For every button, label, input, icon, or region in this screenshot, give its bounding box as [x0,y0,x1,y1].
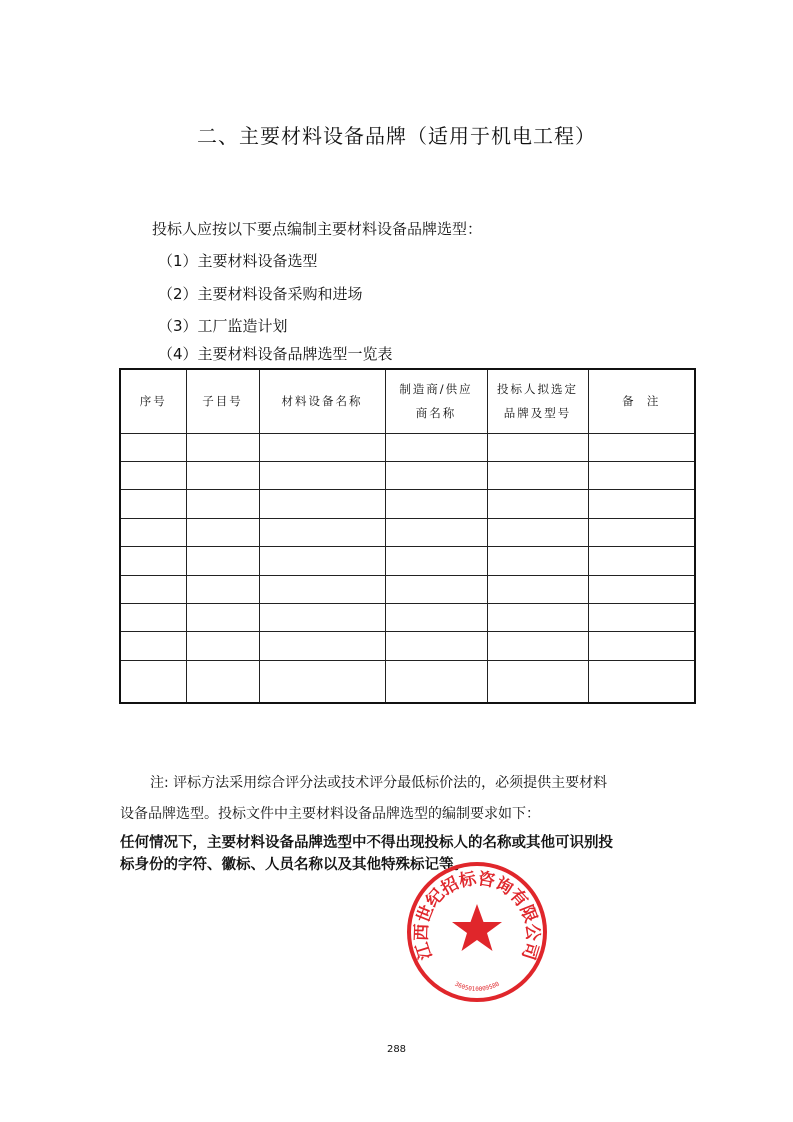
table-cell [259,461,385,489]
table-cell [588,632,695,660]
table-cell [385,660,487,703]
table-cell [487,660,588,703]
table-cell [259,433,385,461]
table-row [120,518,695,546]
note-line-2: 设备品牌选型。投标文件中主要材料设备品牌选型的编制要求如下： [120,806,540,822]
table-cell [588,547,695,575]
list-item-2: （2）主要材料设备采购和进场 [158,285,363,303]
table-cell [186,660,259,703]
table-row [120,603,695,631]
seal-star-icon [452,904,502,951]
page-number: 288 [386,1044,407,1055]
list-item-4: （4）主要材料设备品牌选型一览表 [158,345,393,363]
table-cell [385,547,487,575]
table-cell [385,575,487,603]
table-cell [588,660,695,703]
header-item-number: 子目号 [186,369,259,433]
table-row [120,632,695,660]
table-cell [120,632,186,660]
table-cell [186,433,259,461]
header-serial-number: 序号 [120,369,186,433]
table-cell [259,490,385,518]
table-cell [120,547,186,575]
table-cell [120,490,186,518]
table-cell [385,632,487,660]
table-cell [588,433,695,461]
table-cell [186,490,259,518]
table-cell [186,547,259,575]
table-cell [588,461,695,489]
seal-number: 3605010009580 [453,980,501,993]
table-cell [588,490,695,518]
header-manufacturer: 制造商/供应 商名称 [385,369,487,433]
table-cell [259,660,385,703]
intro-text: 投标人应按以下要点编制主要材料设备品牌选型： [152,220,483,238]
table-cell [487,433,588,461]
table-row [120,660,695,703]
company-seal-stamp [405,860,549,1004]
header-remarks: 备 注 [588,369,695,433]
table-cell [487,518,588,546]
svg-text:3605010009580 [453,980,500,993]
table-cell [120,575,186,603]
table-cell [186,461,259,489]
table-cell [120,518,186,546]
table-row [120,490,695,518]
table-row [120,461,695,489]
table-row [120,547,695,575]
list-item-3: （3）工厂监造计划 [158,317,288,335]
table-cell [588,603,695,631]
table-cell [487,603,588,631]
table-cell [487,461,588,489]
table-cell [120,461,186,489]
seal-company-name: 江西世纪招标咨询有限公司 [411,868,543,962]
table-cell [259,603,385,631]
table-cell [186,603,259,631]
header-material-name: 材料设备名称 [259,369,385,433]
table-cell [186,518,259,546]
table-row [120,433,695,461]
table-cell [186,575,259,603]
table-cell [487,490,588,518]
table-cell [120,660,186,703]
table-cell [385,461,487,489]
table-cell [385,490,487,518]
brand-selection-table [119,368,696,704]
page-title: 二、主要材料设备品牌（适用于机电工程） [197,124,596,148]
table-cell [186,632,259,660]
requirement-line-1: 任何情况下，主要材料设备品牌选型中不得出现投标人的名称或其他可识别投 [120,835,613,851]
table-cell [487,632,588,660]
header-brand-model: 投标人拟选定 品牌及型号 [487,369,588,433]
requirement-line-2: 标身份的字符、徽标、人员名称以及其他特殊标记等。 [120,857,468,873]
table-cell [487,575,588,603]
table-cell [259,518,385,546]
table-cell [259,575,385,603]
table-row [120,575,695,603]
table-header-row [120,369,695,433]
list-item-1: （1）主要材料设备选型 [158,252,318,270]
table-cell [120,603,186,631]
table-cell [385,603,487,631]
table-cell [120,433,186,461]
table-cell [259,547,385,575]
table-cell [588,575,695,603]
table-cell [385,518,487,546]
table-cell [487,547,588,575]
table-cell [385,433,487,461]
table-cell [588,518,695,546]
table-cell [259,632,385,660]
note-line-1: 注: 评标方法采用综合评分法或技术评分最低标价法的，必须提供主要材料 [150,775,608,791]
